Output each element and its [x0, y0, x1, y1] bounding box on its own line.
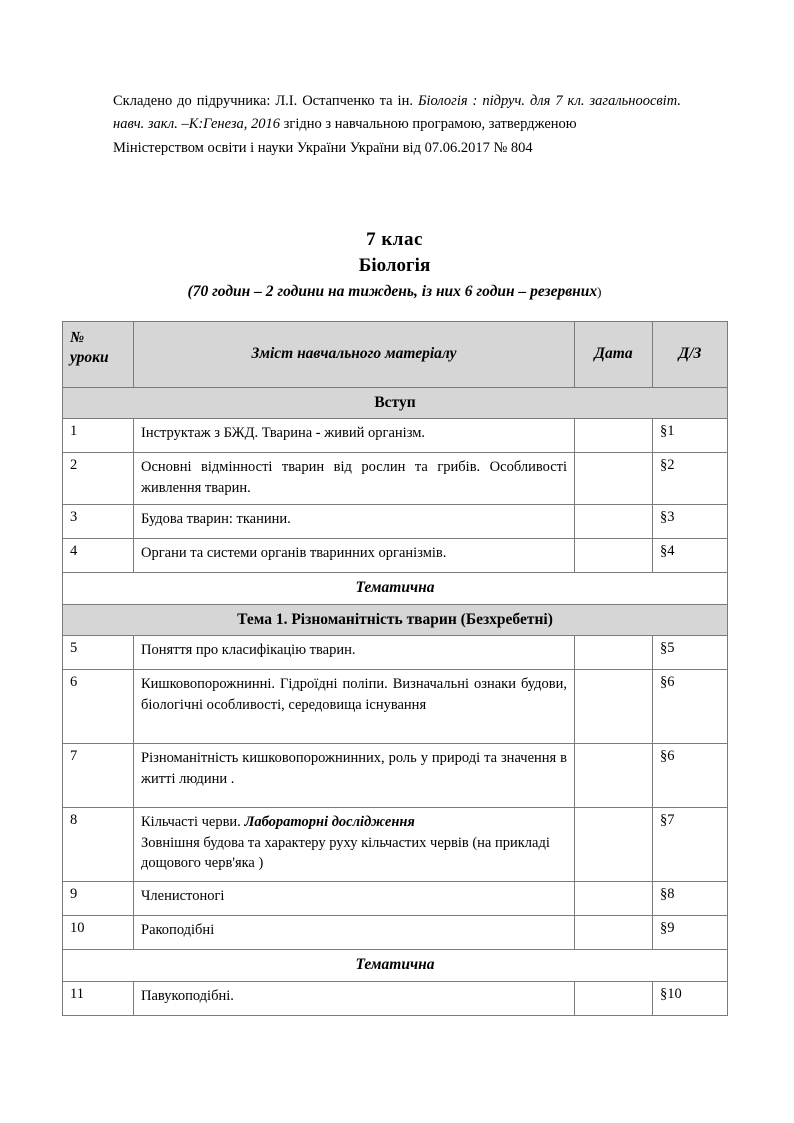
cell-date[interactable] — [575, 982, 653, 1016]
cell-date[interactable] — [575, 539, 653, 573]
intro-text-italic-1: Біологія : підруч. для 7 кл. загальноосвіт. — [417, 93, 681, 109]
cell-content: Будова тварин: тканини. — [134, 505, 575, 539]
cell-content-detail: Зовнішня будова та характеру руху кільчастих червів (на прикладі дощового черв'яка ) — [141, 834, 550, 872]
table-header-row — [63, 322, 728, 388]
column-header-content: Зміст навчального матеріалу — [134, 322, 575, 388]
cell-date[interactable] — [575, 882, 653, 916]
cell-lesson-number: 6 — [63, 670, 134, 744]
column-header-lesson-number — [63, 322, 134, 388]
cell-content: Кишковопорожнинні. Гідроїдні поліпи. Визначальні ознаки будови, біологічні особливості, середовища існування — [134, 670, 575, 744]
cell-content — [134, 808, 575, 882]
section-label: Вступ — [63, 388, 728, 419]
cell-content: Поняття про класифікацію тварин. — [134, 636, 575, 670]
cell-lesson-number: 7 — [63, 744, 134, 808]
cell-date[interactable] — [575, 916, 653, 950]
page-title-subject: Біологія — [358, 254, 431, 276]
cell-date[interactable] — [575, 670, 653, 744]
intro-text-italic-2: навч. закл. –К:Генеза, 2016 — [113, 116, 281, 133]
table-row — [63, 670, 728, 744]
hours-text: (70 годин – 2 години на тиждень, із них 6 годин – резервних — [187, 283, 598, 301]
cell-lesson-number: 8 — [63, 808, 134, 882]
column-header-lesson-number-line1: № — [70, 329, 85, 346]
table-row — [63, 636, 728, 670]
table-row — [63, 882, 728, 916]
cell-content: Павукоподібні. — [134, 982, 575, 1016]
cell-homework: §10 — [653, 982, 728, 1016]
cell-homework: §7 — [653, 808, 728, 882]
lesson-plan-table — [62, 321, 728, 1016]
cell-content: Ракоподібні — [134, 916, 575, 950]
table-row — [63, 744, 728, 808]
table-row — [63, 453, 728, 505]
page-title-grade: 7 клас — [366, 229, 423, 250]
table-row — [63, 539, 728, 573]
intro-text-plain-3: Міністерством освіти і науки України України від 07.06.2017 № 804 — [113, 139, 533, 156]
cell-content: Різноманітність кишковопорожнинних, роль у природі та значення в житті людини . — [134, 744, 575, 808]
cell-date[interactable] — [575, 453, 653, 505]
table-row — [63, 916, 728, 950]
cell-homework: §2 — [653, 453, 728, 505]
cell-content: Інструктаж з БЖД. Тварина - живий організм. — [134, 419, 575, 453]
cell-lesson-number: 10 — [63, 916, 134, 950]
cell-homework: §5 — [653, 636, 728, 670]
intro-text-plain-2: згідно з навчальною програмою, затвердженою — [280, 116, 577, 133]
cell-lesson-number: 3 — [63, 505, 134, 539]
column-header-date: Дата — [575, 322, 653, 388]
cell-lesson-number: 11 — [63, 982, 134, 1016]
cell-homework: §6 — [653, 744, 728, 808]
table-row — [63, 808, 728, 882]
cell-content: Членистоногі — [134, 882, 575, 916]
cell-date[interactable] — [575, 419, 653, 453]
table-section-row — [63, 950, 728, 982]
cell-date[interactable] — [575, 808, 653, 882]
table-section-row — [63, 388, 728, 419]
intro-text-plain-1: Складено до підручника: Л.І. Остапченко та ін. — [113, 93, 418, 109]
cell-content-lead: Кільчасті черви. — [141, 814, 245, 830]
table-row — [63, 419, 728, 453]
section-label: Тема 1. Різноманітність тварин (Безхребетні) — [63, 605, 728, 636]
cell-lesson-number: 2 — [63, 453, 134, 505]
cell-homework: §8 — [653, 882, 728, 916]
section-label: Тематична — [63, 950, 728, 982]
cell-homework: §3 — [653, 505, 728, 539]
cell-content-emphasis: Лабораторні дослідження — [244, 814, 415, 830]
section-label: Тематична — [63, 573, 728, 605]
cell-date[interactable] — [575, 636, 653, 670]
lesson-plan-table-body — [63, 322, 728, 1016]
page-subtitle-hours — [62, 281, 727, 303]
cell-homework: §4 — [653, 539, 728, 573]
intro-paragraph — [113, 90, 681, 160]
cell-lesson-number: 9 — [63, 882, 134, 916]
column-header-lesson-number-line2: уроки — [70, 349, 109, 367]
cell-homework: §6 — [653, 670, 728, 744]
cell-date[interactable] — [575, 505, 653, 539]
table-row — [63, 505, 728, 539]
cell-content: Основні відмінності тварин від рослин та грибів. Особливості живлення тварин. — [134, 453, 575, 505]
cell-homework: §9 — [653, 916, 728, 950]
cell-content: Органи та системи органів тваринних організмів. — [134, 539, 575, 573]
cell-date[interactable] — [575, 744, 653, 808]
title-block — [62, 228, 727, 303]
cell-lesson-number: 5 — [63, 636, 134, 670]
table-row — [63, 982, 728, 1016]
hours-closing-paren: ) — [597, 284, 602, 300]
table-section-row — [63, 573, 728, 605]
cell-lesson-number: 1 — [63, 419, 134, 453]
cell-homework: §1 — [653, 419, 728, 453]
column-header-homework: Д/З — [653, 322, 728, 388]
cell-lesson-number: 4 — [63, 539, 134, 573]
table-section-row — [63, 605, 728, 636]
